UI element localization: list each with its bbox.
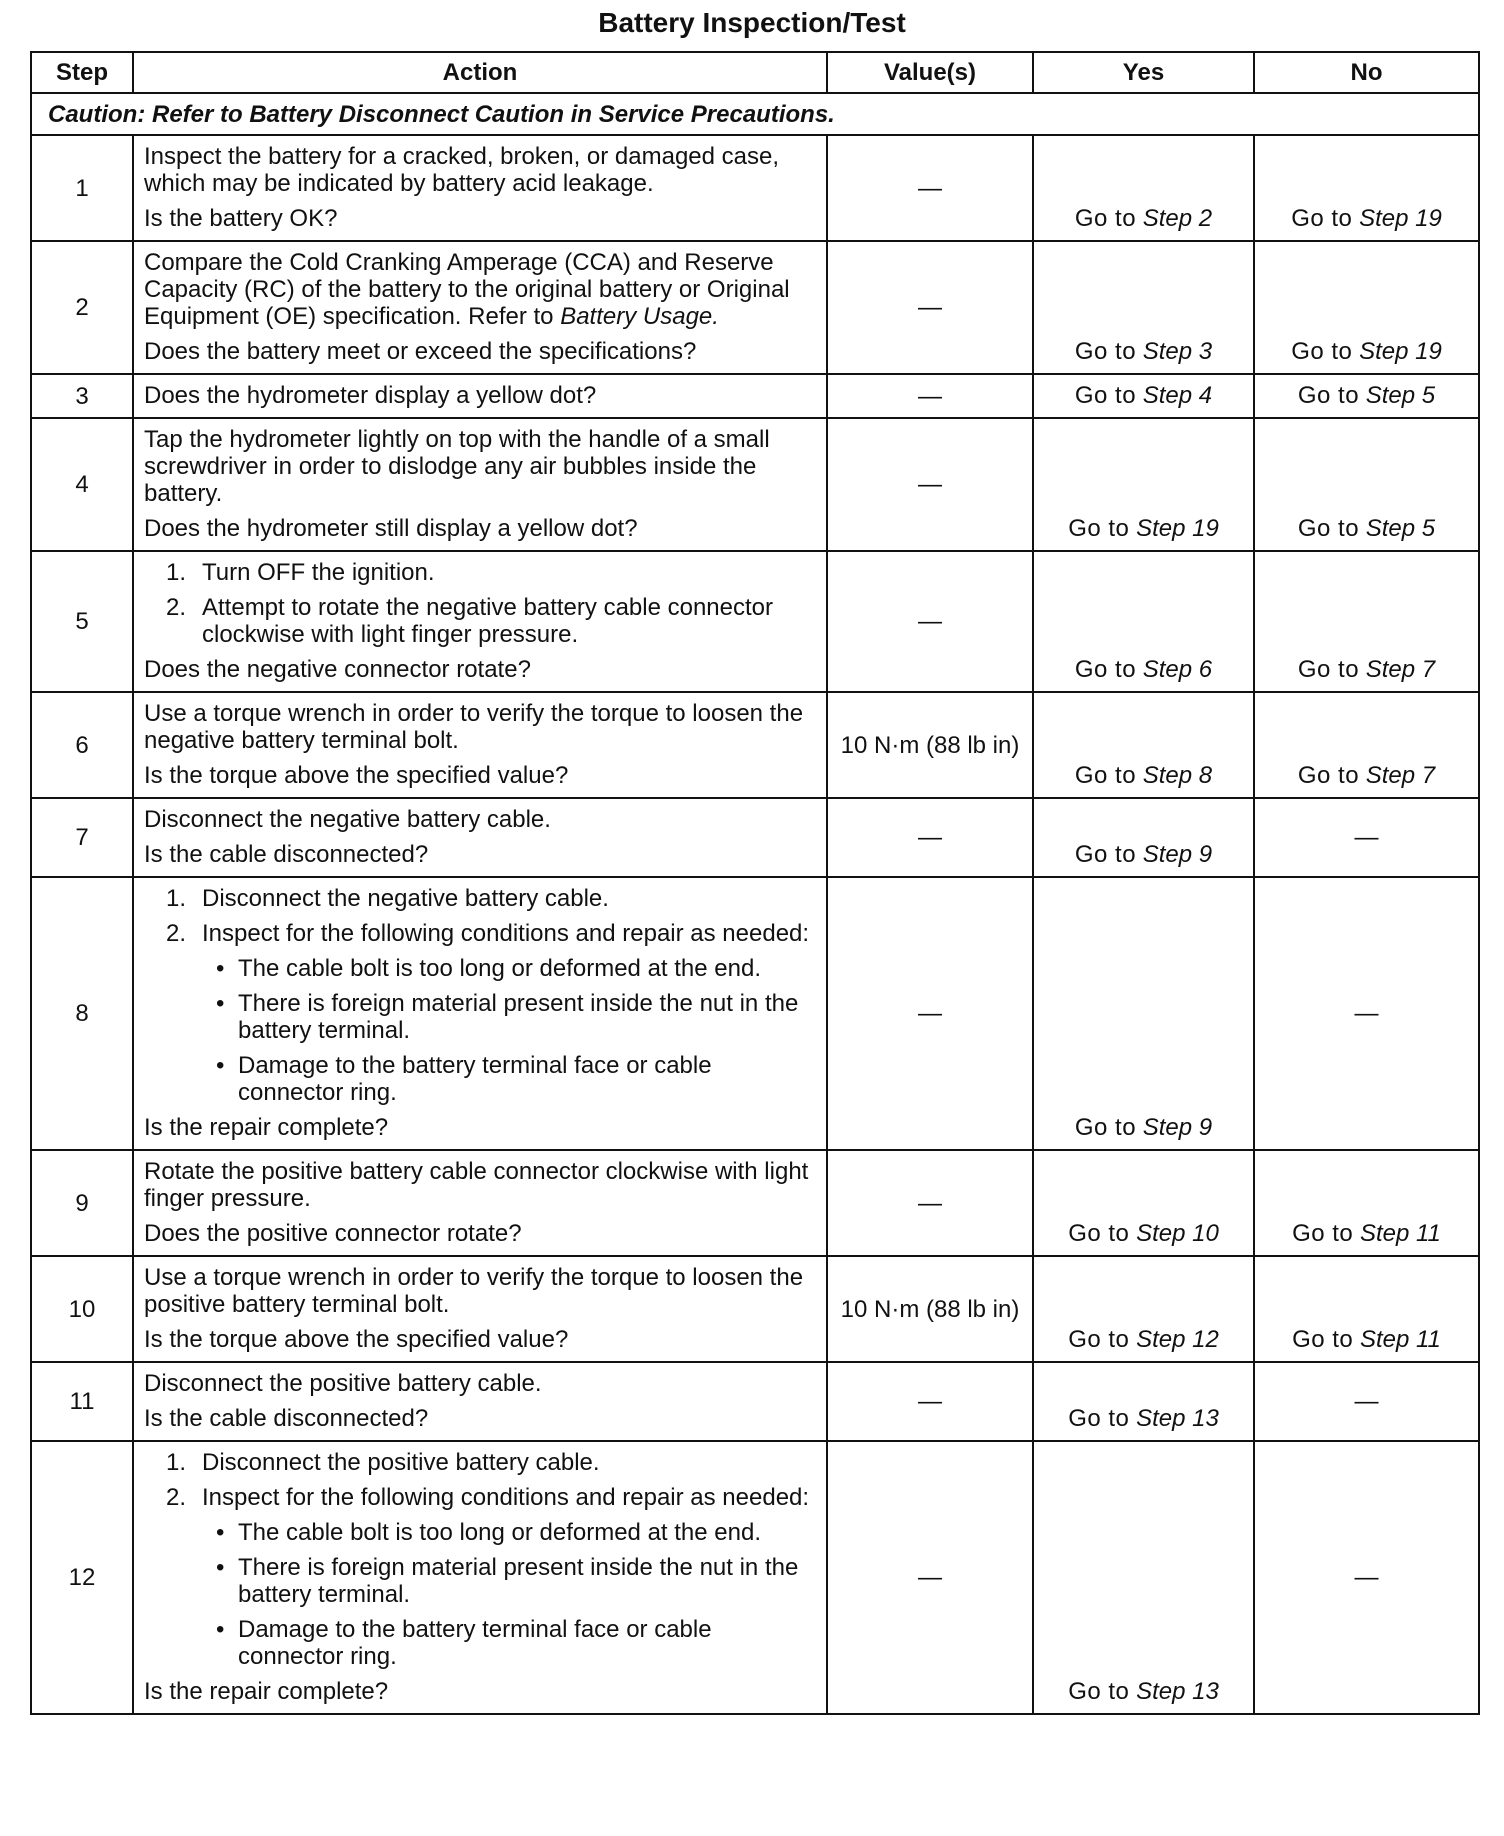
no-cell [1254,418,1479,551]
goto-label: Go to [1074,1114,1137,1141]
list-item [144,920,818,1106]
table-row [31,551,1479,692]
table-header-row [31,52,1479,93]
action-question: Does the positive connector rotate? [144,1220,522,1247]
table-row [31,1441,1479,1714]
goto-label: Go to [1297,656,1360,683]
action-question: Does the hydrometer display a yellow dot? [144,382,597,409]
caution-row [31,93,1479,135]
instruction-text: Use a torque wrench in order to verify the torque to loosen the negative battery terminal bolt. [144,700,804,754]
instruction-text: Rotate the positive battery cable connector clockwise with light finger pressure. [144,1158,809,1212]
instruction-text: Tap the hydrometer lightly on top with the handle of a small screwdriver in order to dislodge any air bubbles inside the battery. [144,426,770,507]
goto-label: Go to [1068,1326,1130,1353]
header-values: Value(s) [827,52,1033,93]
action-cell [133,798,827,877]
header-no: No [1254,52,1479,93]
yes-cell [1033,374,1254,418]
list-number: 2. [166,920,187,947]
goto-step-ref: Step 7 [1365,762,1436,789]
goto-step-ref: Step 8 [1142,762,1213,789]
action-cell [133,374,827,418]
action-instruction [144,1264,818,1318]
bullet-text: The cable bolt is too long or deformed at the end. [238,955,761,982]
action-question: Is the battery OK? [144,205,338,232]
numbered-list [144,885,818,1106]
bullet-dot: • [216,1052,225,1079]
goto-label: Go to [1068,1220,1130,1247]
bullet-dot: • [216,1616,225,1643]
goto-label: Go to [1292,1220,1354,1247]
instruction-text: Use a torque wrench in order to verify the torque to loosen the positive battery terminal bolt. [144,1264,804,1318]
no-cell: — [1254,1441,1479,1714]
step-number: 12 [31,1441,133,1714]
instruction-reference: Battery Usage. [560,303,719,330]
value-cell: — [827,1362,1033,1441]
yes-cell [1033,692,1254,798]
instruction-text: Compare the Cold Cranking Amperage (CCA) and Reserve Capacity (RC) of the battery to the original battery or Original Equipment (OE) specification. Refer to [144,249,790,330]
goto-step-ref: Step 19 [1359,205,1442,232]
list-text: Turn OFF the ignition. [202,559,435,586]
goto-step-ref: Step 10 [1136,1220,1219,1247]
goto-step-ref: Step 3 [1142,338,1213,365]
table-row [31,241,1479,374]
step-number: 8 [31,877,133,1150]
table-row [31,877,1479,1150]
table-row [31,1362,1479,1441]
action-instruction [144,700,818,754]
bullet-item [202,1519,818,1546]
list-number: 1. [166,1449,187,1476]
goto-step-ref: Step 7 [1365,656,1436,683]
goto-label: Go to [1074,762,1137,789]
goto-step-ref: Step 9 [1142,1114,1213,1141]
table-row [31,692,1479,798]
action-question: Is the repair complete? [144,1678,389,1705]
yes-cell [1033,1362,1254,1441]
no-cell [1254,1256,1479,1362]
goto-label: Go to [1291,205,1353,232]
action-question: Is the cable disconnected? [144,1405,429,1432]
value-cell: — [827,877,1033,1150]
goto-step-ref: Step 11 [1359,1220,1441,1247]
list-number: 2. [166,1484,187,1511]
bullet-text: Damage to the battery terminal face or cable connector ring. [238,1052,712,1106]
value-cell: — [827,551,1033,692]
action-cell [133,1441,827,1714]
no-cell [1254,692,1479,798]
goto-label: Go to [1291,338,1353,365]
action-question: Is the repair complete? [144,1114,389,1141]
action-question: Does the negative connector rotate? [144,656,531,683]
table-row [31,798,1479,877]
bullet-dot: • [216,1554,225,1581]
bullet-item [202,1554,818,1608]
battery-test-table [30,51,1480,1715]
action-question: Is the torque above the specified value? [144,762,569,789]
action-cell [133,241,827,374]
document-page [0,4,1504,1836]
list-text: Inspect for the following conditions and repair as needed: [202,1484,810,1511]
document-title: Battery Inspection/Test [598,7,906,38]
step-number: 4 [31,418,133,551]
action-instruction [144,249,818,330]
action-question: Does the hydrometer still display a yellow dot? [144,515,638,542]
goto-label: Go to [1074,205,1137,232]
no-cell [1254,551,1479,692]
value-cell: — [827,418,1033,551]
action-question: Does the battery meet or exceed the specifications? [144,338,697,365]
no-cell [1254,1150,1479,1256]
action-cell [133,1150,827,1256]
action-cell [133,877,827,1150]
table-row [31,1150,1479,1256]
no-cell [1254,241,1479,374]
goto-step-ref: Step 11 [1359,1326,1441,1353]
list-item [144,885,818,912]
goto-label: Go to [1297,382,1360,409]
goto-step-ref: Step 12 [1136,1326,1219,1353]
action-question: Is the torque above the specified value? [144,1326,569,1353]
goto-step-ref: Step 19 [1359,338,1442,365]
value-cell: — [827,241,1033,374]
list-item [144,1449,818,1476]
no-cell: — [1254,877,1479,1150]
list-text: Disconnect the negative battery cable. [202,885,609,912]
goto-label: Go to [1074,338,1137,365]
step-number: 11 [31,1362,133,1441]
list-number: 2. [166,594,187,621]
yes-cell [1033,241,1254,374]
table-row [31,374,1479,418]
action-instruction [144,1158,818,1212]
bullet-dot: • [216,990,225,1017]
goto-label: Go to [1068,1405,1130,1432]
no-cell: — [1254,1362,1479,1441]
step-number: 2 [31,241,133,374]
bullet-text: There is foreign material present inside the nut in the battery terminal. [238,990,799,1044]
value-cell: 10 N·m (88 lb in) [827,692,1033,798]
goto-label: Go to [1292,1326,1354,1353]
goto-label: Go to [1074,841,1137,868]
goto-label: Go to [1297,762,1360,789]
instruction-text: Disconnect the negative battery cable. [144,806,551,833]
instruction-text: Inspect the battery for a cracked, broken, or damaged case, which may be indicated by battery acid leakage. [144,143,780,197]
caution-note: Caution: Refer to Battery Disconnect Caution in Service Precautions. [31,93,1479,135]
goto-label: Go to [1074,382,1137,409]
goto-label: Go to [1074,656,1137,683]
yes-cell [1033,1150,1254,1256]
action-cell [133,1362,827,1441]
value-cell: — [827,1150,1033,1256]
list-text: Inspect for the following conditions and repair as needed: [202,920,810,947]
value-cell: 10 N·m (88 lb in) [827,1256,1033,1362]
bullet-item [202,1052,818,1106]
bullet-list [202,955,818,1106]
action-cell [133,551,827,692]
bullet-dot: • [216,1519,225,1546]
goto-step-ref: Step 9 [1142,841,1213,868]
action-cell [133,1256,827,1362]
numbered-list [144,1449,818,1670]
bullet-item [202,955,818,982]
action-instruction [144,806,818,833]
list-text: Disconnect the positive battery cable. [202,1449,600,1476]
goto-label: Go to [1068,1678,1130,1705]
value-cell: — [827,798,1033,877]
goto-step-ref: Step 5 [1365,515,1436,542]
yes-cell [1033,418,1254,551]
goto-label: Go to [1068,515,1130,542]
yes-cell [1033,798,1254,877]
bullet-list [202,1519,818,1670]
goto-label: Go to [1297,515,1360,542]
yes-cell [1033,1256,1254,1362]
bullet-item [202,990,818,1044]
step-number: 5 [31,551,133,692]
action-cell [133,135,827,241]
yes-cell [1033,1441,1254,1714]
goto-step-ref: Step 2 [1142,205,1213,232]
yes-cell [1033,551,1254,692]
action-instruction [144,143,818,197]
value-cell: — [827,135,1033,241]
goto-step-ref: Step 4 [1142,382,1213,409]
step-number: 9 [31,1150,133,1256]
step-number: 10 [31,1256,133,1362]
value-cell: — [827,374,1033,418]
action-instruction [144,426,818,507]
action-cell [133,692,827,798]
goto-step-ref: Step 13 [1136,1405,1219,1432]
list-number: 1. [166,559,187,586]
step-number: 3 [31,374,133,418]
action-cell [133,418,827,551]
value-cell: — [827,1441,1033,1714]
bullet-text: The cable bolt is too long or deformed at the end. [238,1519,761,1546]
numbered-list [144,559,818,648]
goto-step-ref: Step 5 [1365,382,1436,409]
bullet-text: There is foreign material present inside the nut in the battery terminal. [238,1554,799,1608]
list-item [144,594,818,648]
goto-step-ref: Step 19 [1136,515,1219,542]
goto-step-ref: Step 6 [1142,656,1213,683]
no-cell [1254,135,1479,241]
list-text: Attempt to rotate the negative battery cable connector clockwise with light finger pressure. [202,594,774,648]
no-cell [1254,374,1479,418]
action-question: Is the cable disconnected? [144,841,429,868]
goto-step-ref: Step 13 [1136,1678,1219,1705]
list-item [144,559,818,586]
header-yes: Yes [1033,52,1254,93]
bullet-item [202,1616,818,1670]
yes-cell [1033,877,1254,1150]
header-step: Step [31,52,133,93]
header-action: Action [133,52,827,93]
list-item [144,1484,818,1670]
table-row [31,1256,1479,1362]
bullet-dot: • [216,955,225,982]
step-number: 7 [31,798,133,877]
list-number: 1. [166,885,187,912]
step-number: 1 [31,135,133,241]
table-row [31,418,1479,551]
step-number: 6 [31,692,133,798]
bullet-text: Damage to the battery terminal face or cable connector ring. [238,1616,712,1670]
yes-cell [1033,135,1254,241]
instruction-text: Disconnect the positive battery cable. [144,1370,542,1397]
no-cell: — [1254,798,1479,877]
action-instruction [144,1370,818,1397]
table-row [31,135,1479,241]
